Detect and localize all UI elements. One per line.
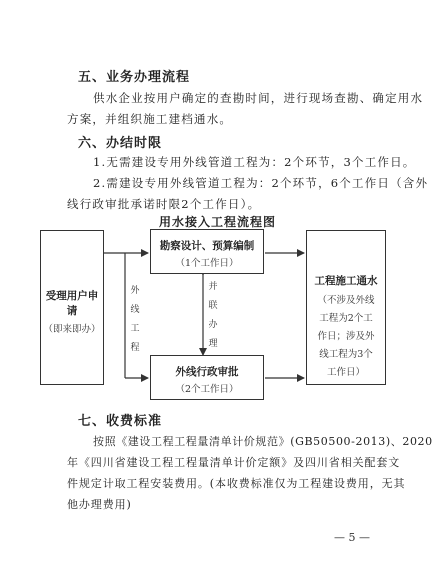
label-parallel-char: 理	[208, 339, 218, 349]
flow-box-admin-sub: （2个工作日）	[175, 384, 239, 395]
label-parallel-char: 办	[208, 320, 218, 330]
section-7-line-4: 他办理费用)	[67, 498, 132, 511]
label-parallel-char: 并	[208, 282, 218, 292]
label-outer-char: 程	[130, 343, 140, 353]
section-5-line-2: 方案，并组织施工建档通水。	[67, 112, 233, 126]
flow-box-survey-sub: （1个工作日）	[175, 258, 239, 269]
section-7-line-1: 按照《建设工程工程量清单计价规范》(GB50500-2013)、2020	[93, 435, 433, 448]
section-6-item-2-line-2: 线行政审批承诺时限2个工作日）。	[67, 197, 261, 211]
flow-box-construct	[306, 230, 386, 385]
section-7-line-3: 件规定计取工程安装费用。(本收费标准仅为工程建设费用，无其	[67, 477, 406, 490]
section-7-line-2: 年《四川省建设工程工程量清单计价定额》及四川省相关配套文	[67, 456, 401, 469]
flow-box-apply	[40, 230, 104, 385]
flow-box-construct-title: 工程施工通水	[314, 275, 378, 287]
flow-box-construct-sub-4: 线工程为3个	[319, 349, 373, 360]
section-6-item-1: 1.无需建设专用外线管道工程为：2个环节，3个工作日。	[93, 155, 416, 169]
flow-box-construct-sub-5: 工作日）	[326, 367, 365, 378]
section-7-title: 七、收费标准	[78, 414, 163, 429]
section-6-item-2-line-1: 2.需建设专用外线管道工程为：2个环节，6个工作日（含外	[93, 176, 429, 190]
flowchart-title: 用水接入工程流程图	[158, 215, 276, 229]
label-outer-engineering	[129, 282, 141, 358]
flow-box-survey	[150, 229, 264, 274]
flow-box-construct-sub-1: （不涉及外线	[317, 295, 375, 306]
label-outer-char: 工	[130, 324, 140, 334]
label-outer-char: 线	[130, 305, 140, 315]
flow-box-construct-sub-3: 作日；涉及外	[317, 331, 375, 342]
label-parallel-char: 联	[208, 301, 218, 311]
flow-box-admin-title: 外线行政审批	[175, 366, 239, 378]
flow-box-construct-sub	[307, 292, 385, 382]
label-parallel-processing	[207, 278, 219, 354]
section-6-title: 六、办结时限	[78, 136, 163, 151]
flow-box-construct-sub-2: 工程为2个工	[319, 313, 373, 324]
flow-box-survey-title: 勘察设计、预算编制	[159, 240, 255, 252]
section-5-title: 五、业务办理流程	[78, 70, 191, 85]
flow-box-apply-sub: （即来即办）	[43, 324, 101, 335]
label-outer-char: 外	[130, 286, 140, 296]
section-5-line-1: 供水企业按用户确定的查勘时间，进行现场查勘、确定用水	[93, 91, 424, 105]
flow-box-admin	[150, 355, 264, 400]
flow-box-apply-title: 受理用户申请	[45, 290, 99, 317]
page-number: — 5 —	[334, 531, 370, 544]
